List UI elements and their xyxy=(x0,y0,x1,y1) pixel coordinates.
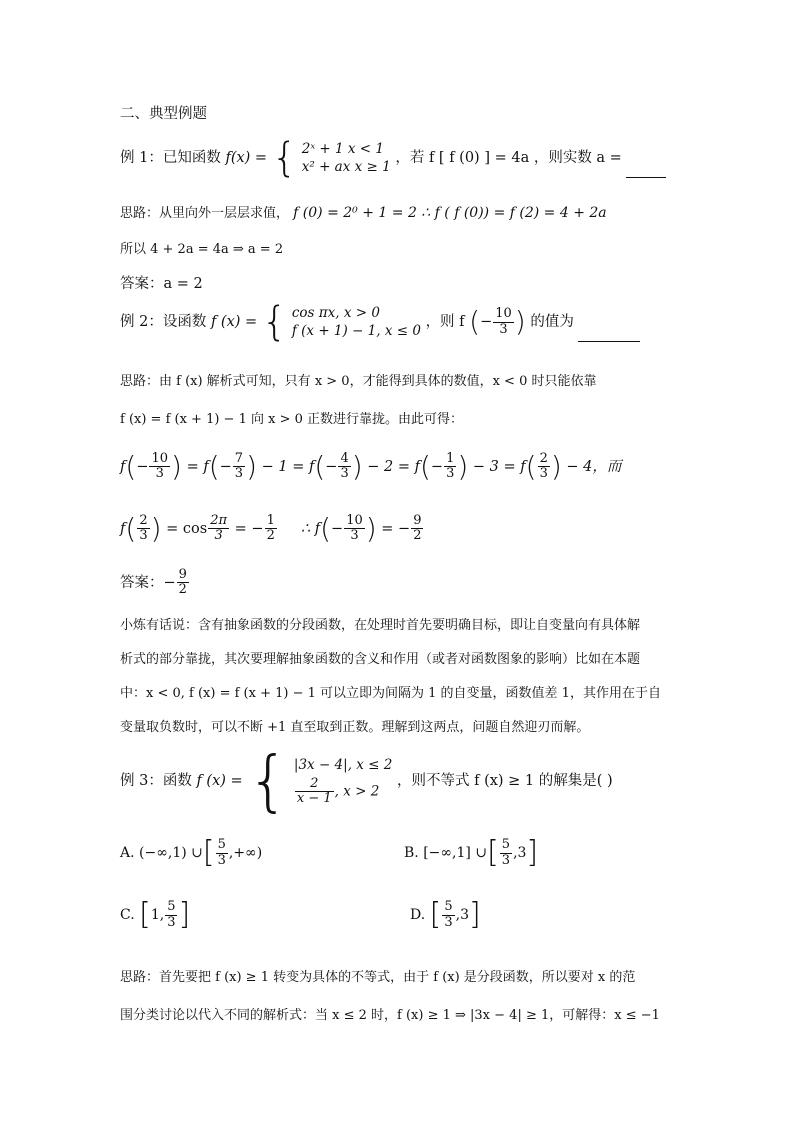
ex1-cases: 2ˣ + 1 x < 1 x² + ax x ≥ 1 xyxy=(301,140,391,175)
answer-blank[interactable] xyxy=(578,327,640,342)
option-b[interactable]: B. [−∞,1] ∪[ $\frac{5}{3}$ ,3] xyxy=(404,835,539,870)
example-1-idea: 思路：从里向外一层层求值， f (0) = 2⁰ + 1 = 2 ∴ f ( f (0)) = f (2) = 4 + 2a xyxy=(120,205,607,221)
ex3-cases: |3x − 4|, x ≤ 2 $\frac{2}{x - 1}$ , x > 2 xyxy=(293,757,393,807)
example-2-answer: 答案：− $\frac{9}{2}$ xyxy=(120,567,187,598)
answer-blank[interactable] xyxy=(626,163,666,178)
section-title: 二、典型例题 xyxy=(120,106,207,122)
option-a[interactable]: A. (−∞,1) ∪[ $\frac{5}{3}$ ,+∞) xyxy=(120,835,263,870)
ex2-cases: cos πx, x > 0 f (x + 1) − 1, x ≤ 0 xyxy=(291,304,421,339)
example-2-chain: f(− $\frac{10}{3}$ ) = f(− $\frac{7}{3}$ ) − 1 = f(− $\frac{4}{3}$ ) − 2 = f(− $\frac{1}{3}$ ) − 3 = f( $\frac{2}{3}$ ) − 4，而 xyxy=(120,449,622,483)
example-1-answer: 答案：a = 2 xyxy=(120,276,203,292)
tip-line1: 小炼有话说：含有抽象函数的分段函数，在处理时首先要明确目标，即让自变量向有具体解 xyxy=(120,618,641,633)
example-1-statement: 例 1：已知函数 f(x) = { 2ˣ + 1 x < 1 x² + ax x ≥ 1 ，若 f [ f (0) ] = 4a ，则实数 a = xyxy=(120,138,666,178)
example-1-so: 所以 4 + 2a = 4a ⇒ a = 2 xyxy=(120,242,284,257)
example-3-idea-line2: 围分类讨论以代入不同的解析式：当 x ≤ 2 时，f (x) ≥ 1 ⇒ |3x − 4| ≥ 1，可解得：x ≤ −1 xyxy=(120,1008,660,1023)
tip-line3: 中：x < 0, f (x) = f (x + 1) − 1 可以立即为间隔为 1 的自变量，函数值差 1，其作用在于自 xyxy=(120,686,661,701)
option-c[interactable]: C. [1, $\frac{5}{3}$ ] xyxy=(120,897,191,932)
example-2-idea-line2: f (x) = f (x + 1) − 1 向 x > 0 正数进行靠拢。由此可得： xyxy=(120,412,464,427)
example-3-statement: 例 3：函数 f (x) = { |3x − 4|, x ≤ 2 $\frac{2}{x - 1}$ , x > 2 ，则不等式 f (x) ≥ 1 的解集是( ) xyxy=(120,742,613,819)
option-d[interactable]: D. [ $\frac{5}{3}$ ,3] xyxy=(410,897,481,932)
example-2-evaluation: f( $\frac{2}{3}$ ) = cos $\frac{2\pi}{3}$ = − $\frac{1}{2}$ ∴ f(− $\frac{10}{3}$ ) = − $\frac{9}{2}$ xyxy=(120,511,422,545)
tip-line4: 变量取负数时，可以不断 +1 直至取到正数。理解到这两点，问题自然迎刃而解。 xyxy=(120,720,590,735)
example-2-idea-line1: 思路：由 f (x) 解析式可知，只有 x > 0，才能得到具体的数值，x < 0 时只能依靠 xyxy=(120,374,597,389)
example-3-idea-line1: 思路：首先要把 f (x) ≥ 1 转变为具体的不等式，由于 f (x) 是分段函数，所以要对 x 的范 xyxy=(120,970,636,985)
example-2-statement: 例 2：设函数 f (x) = { cos πx, x > 0 f (x + 1) − 1, x ≤ 0 ，则 f (− $\frac{10}{3}$ ) 的值为 xyxy=(120,302,640,342)
tip-line2: 析式的部分靠拢，其次要理解抽象函数的含义和作用（或者对函数图象的影响）比如在本题 xyxy=(120,652,641,667)
